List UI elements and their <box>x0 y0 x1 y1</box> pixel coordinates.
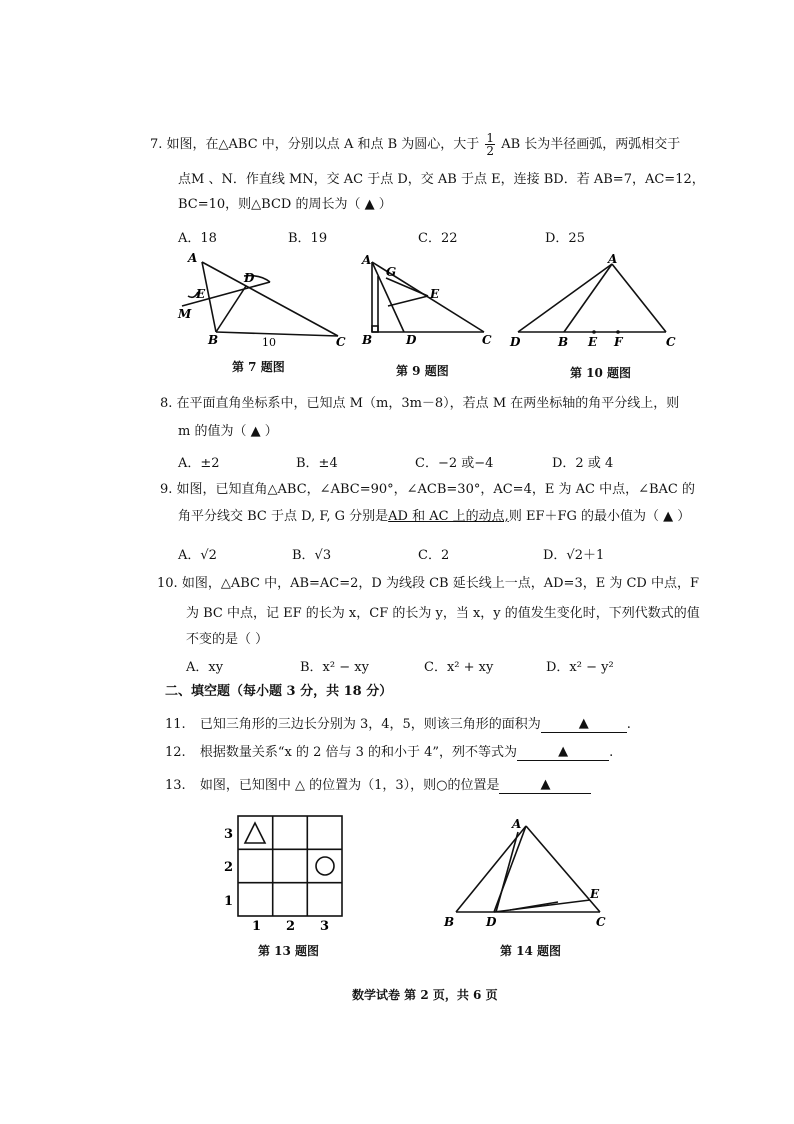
fig9-label-a: A <box>362 253 372 267</box>
fig10-label-d: D <box>510 335 521 349</box>
fig13-row-label-2: 2 <box>224 860 234 875</box>
triangle-shape <box>245 823 265 843</box>
q7-frac-num: 1 <box>486 131 495 145</box>
q9-text-2u: AD 和 AC 上的动点, <box>388 509 509 524</box>
fig7-mark: 10 <box>262 336 276 349</box>
q11-number: 11. <box>165 717 186 732</box>
q7-line2: 点M 、N．作直线 MN，交 AC 于点 D，交 AB 于点 E，连接 BD．若 AB=7，AC=12， <box>178 172 705 187</box>
q7-option-c[interactable]: C．22 <box>418 231 458 246</box>
fig7-label-d: D <box>244 271 255 285</box>
q10-option-c[interactable]: C．x² + xy <box>424 660 494 675</box>
q7-fraction <box>485 132 495 157</box>
fig7-label-m: M <box>178 307 192 321</box>
fig13-caption: 第 13 题图 <box>258 944 320 958</box>
fig9-label-g: G <box>386 265 397 279</box>
fig10-label-b: B <box>558 335 569 349</box>
fig14-label-c: C <box>596 915 606 929</box>
fig9-caption: 第 9 题图 <box>396 364 449 378</box>
page-footer: 数学试卷 第 2 页，共 6 页 <box>352 988 498 1002</box>
fig13-row-label-3: 3 <box>224 827 234 842</box>
q10-line2: 为 BC 中点，记 EF 的长为 x，CF 的长为 y，当 x，y 的值发生变化时，下列代数式的值 <box>186 606 700 621</box>
fig10-caption: 第 10 题图 <box>570 366 632 380</box>
q10-number: 10. <box>157 576 178 591</box>
fig9-label-c: C <box>482 333 492 347</box>
fig14-label-a: A <box>512 817 522 831</box>
q7-text-a: 如图，在△ABC 中，分别以点 A 和点 B 为圆心，大于 <box>166 137 480 152</box>
fig9-label-e: E <box>430 287 440 301</box>
q9-option-c[interactable]: C．2 <box>418 548 450 563</box>
figure-13 <box>220 812 360 936</box>
q12-text: 根据数量关系“x 的 2 倍与 3 的和小于 4”，列不等式为 <box>199 745 518 760</box>
q7-option-b[interactable]: B．19 <box>288 231 328 246</box>
q10-option-b[interactable]: B．x² − xy <box>300 660 369 675</box>
q11-line <box>165 716 631 733</box>
q12-line <box>165 744 613 761</box>
q10-text-1: 如图，△ABC 中，AB=AC=2，D 为线段 CB 延长线上一点，AD=3，E 为 CD 中点，F <box>181 576 699 591</box>
q12-end: . <box>609 745 614 760</box>
q7-number: 7. <box>150 137 163 152</box>
fig13-col-label-3: 3 <box>320 919 330 934</box>
q11-end: . <box>626 717 631 732</box>
q8-number: 8. <box>160 396 173 411</box>
figure-9 <box>356 250 502 350</box>
fig7-caption: 第 7 题图 <box>232 360 285 374</box>
q10-line3: 不变的是（ ） <box>186 632 269 647</box>
q9-option-d[interactable]: D．√2＋1 <box>543 548 605 563</box>
q9-text-1: 如图，已知直角△ABC，∠ABC=90°，∠ACB=30°，AC=4，E 为 AC 中点，∠BAC 的 <box>176 482 695 497</box>
fig7-label-e: E <box>196 287 206 301</box>
q9-text-2b: 则 EF＋FG 的最小值为（ ▲ ） <box>508 509 691 524</box>
fig14-label-d: D <box>486 915 497 929</box>
q9-line2 <box>178 509 690 525</box>
q12-answer-blank[interactable]: ▲ <box>517 744 609 761</box>
q8-option-d[interactable]: D．2 或 4 <box>552 456 614 471</box>
q7-line1 <box>150 132 680 157</box>
fig7-label-c: C <box>336 335 346 349</box>
fig7-label-a: A <box>188 251 198 265</box>
q11-answer-blank[interactable]: ▲ <box>541 716 627 733</box>
q7-option-a[interactable]: A．18 <box>178 231 217 246</box>
q13-number: 13. <box>165 778 186 793</box>
q13-line <box>165 777 591 794</box>
section-2-title: 二、填空题（每小题 3 分，共 18 分） <box>165 684 393 699</box>
q11-text: 已知三角形的三边长分别为 3，4，5，则该三角形的面积为 <box>199 717 541 732</box>
q9-option-b[interactable]: B．√3 <box>292 548 332 563</box>
fig10-label-a: A <box>608 252 618 266</box>
fig7-label-b: B <box>208 333 219 347</box>
q7-option-d[interactable]: D．25 <box>545 231 585 246</box>
q9-line1 <box>160 482 695 498</box>
fig13-col-label-2: 2 <box>286 919 296 934</box>
q8-line2: m 的值为（ ▲ ） <box>178 424 278 439</box>
fig9-label-b: B <box>362 333 373 347</box>
q9-number: 9. <box>160 482 173 497</box>
fig13-row-label-1: 1 <box>224 894 234 909</box>
q8-text-1: 在平面直角坐标系中，已知点 M（m，3m－8），若点 M 在两坐标轴的角平分线上，则 <box>176 396 680 411</box>
fig13-col-label-1: 1 <box>252 919 262 934</box>
figure-14 <box>440 814 620 934</box>
q13-text: 如图，已知图中 △ 的位置为（1，3），则○的位置是 <box>199 778 500 793</box>
fig10-label-f: F <box>614 335 623 349</box>
fig14-label-b: B <box>444 915 455 929</box>
figure-10 <box>506 252 686 352</box>
q7-line3: BC=10，则△BCD 的周长为（ ▲ ） <box>178 197 392 212</box>
q10-line1 <box>157 576 699 592</box>
fig9-label-d: D <box>406 333 417 347</box>
fig10-label-c: C <box>666 335 676 349</box>
q13-answer-blank[interactable]: ▲ <box>499 777 591 794</box>
circle-shape <box>316 857 334 875</box>
q7-text-b: AB 长为半径画弧，两弧相交于 <box>501 137 681 152</box>
q9-text-2a: 角平分线交 BC 于点 D, F, G 分别是 <box>178 509 389 524</box>
fig10-label-e: E <box>588 335 598 349</box>
fig14-label-e: E <box>590 887 600 901</box>
q12-number: 12. <box>165 745 186 760</box>
q8-option-b[interactable]: B．±4 <box>296 456 338 471</box>
q7-frac-den: 2 <box>486 144 495 158</box>
q8-option-a[interactable]: A．±2 <box>178 456 220 471</box>
fig14-caption: 第 14 题图 <box>500 944 562 958</box>
figure-7 <box>170 248 360 352</box>
q8-option-c[interactable]: C．−2 或−4 <box>415 456 494 471</box>
q10-option-a[interactable]: A．xy <box>186 660 224 675</box>
q8-line1 <box>160 396 679 412</box>
q9-option-a[interactable]: A．√2 <box>178 548 217 563</box>
q10-option-d[interactable]: D．x² − y² <box>546 660 614 675</box>
